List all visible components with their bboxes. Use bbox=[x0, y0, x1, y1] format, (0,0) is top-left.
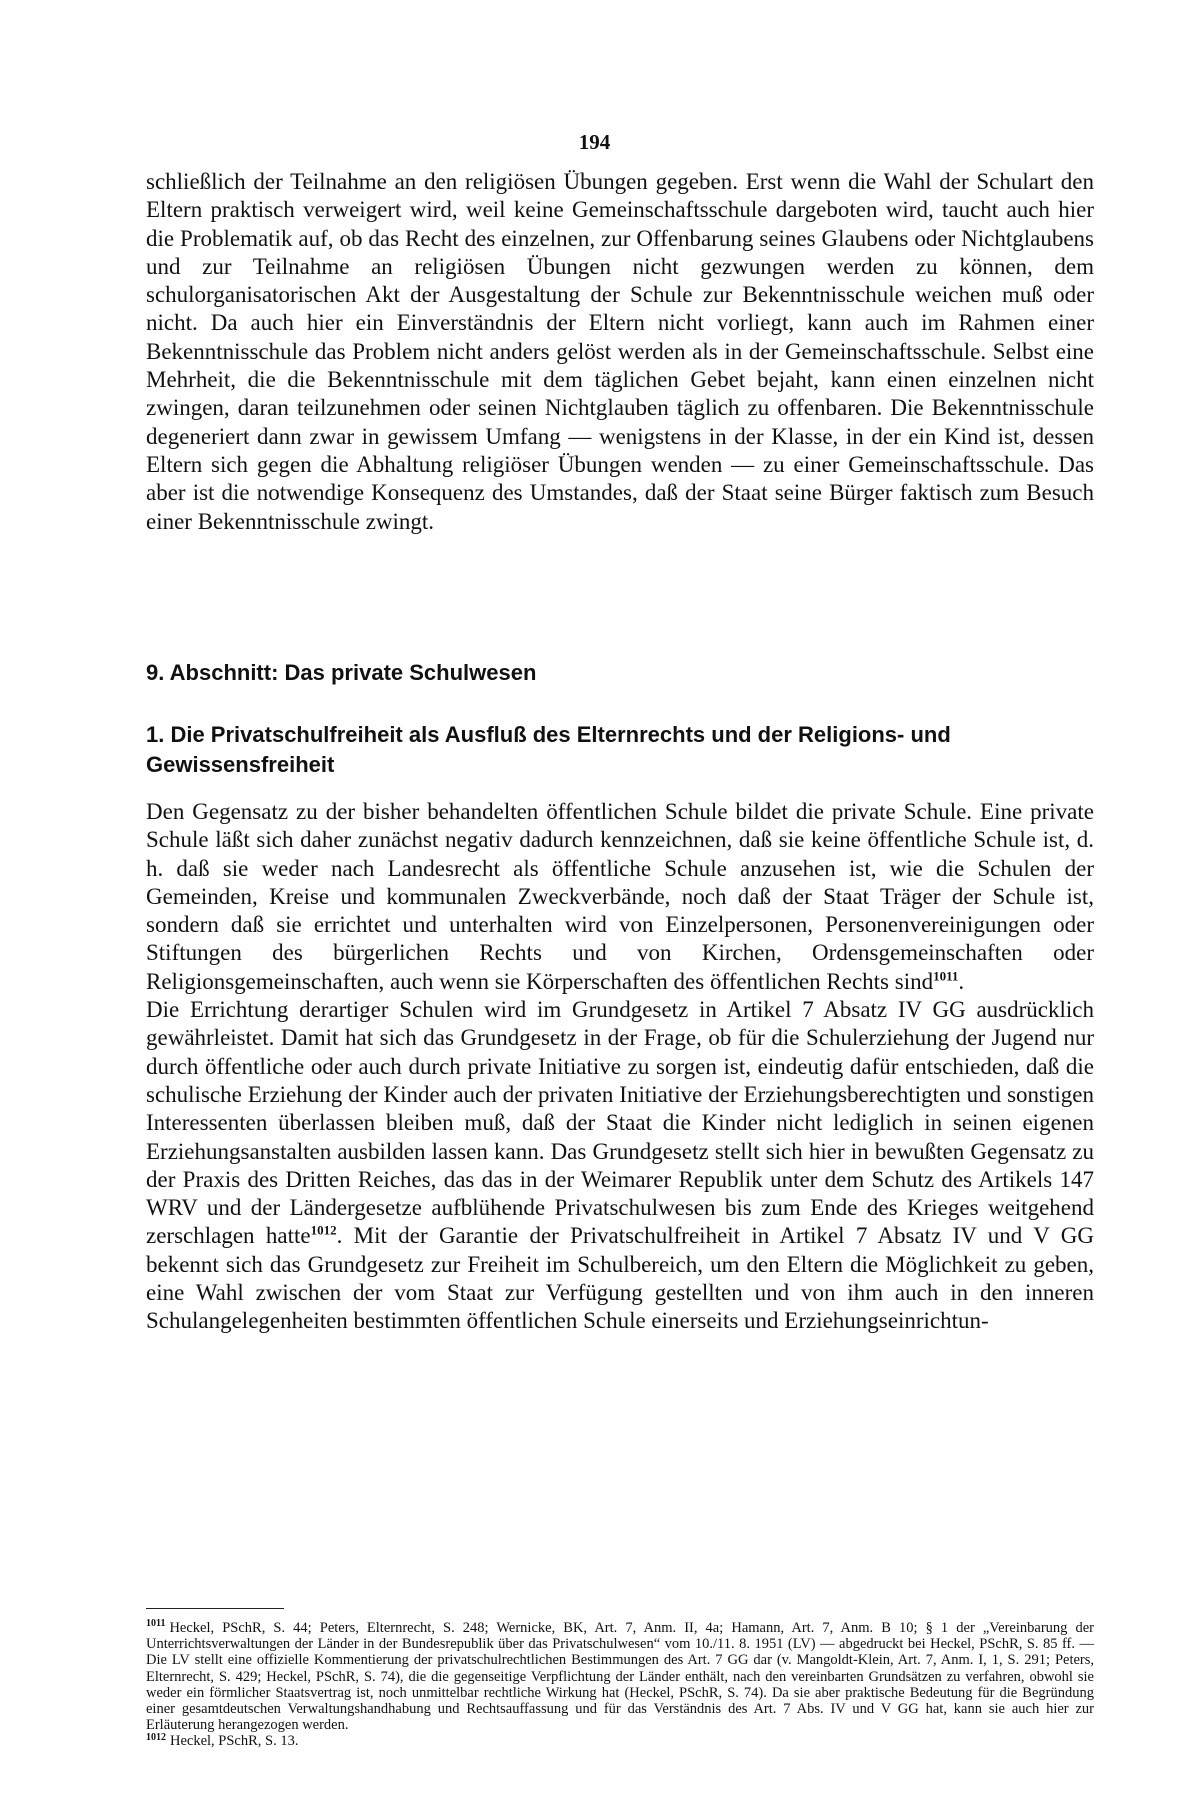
paragraph-2-text: Den Gegensatz zu der bisher behandelten öffentlichen Schule bildet die private Schule. Eine private Schule läßt sich daher zunächst negativ dadurch kennzeichnen, daß sie keine öffentliche Schule ist, d. h. daß sie weder nach Landesrecht als öffentliche Schule anzusehen ist, wie die Schulen der Gemeinden, Kreise und kommunalen Zweckverbände, noch daß der Staat Träger der Schule ist, sondern daß sie errichtet und unterhalten wird von Einzelpersonen, Personenvereinigungen oder Stiftungen des bürgerlichen Rechts und von Kirchen, Ordensgemeinschaften oder Religionsgemeinschaften, auch wenn sie Körperschaften des öffentlichen Rechts sind bbox=[146, 799, 1094, 994]
footnote-1011 bbox=[146, 1620, 1094, 1733]
footnote-mark: 1012 bbox=[146, 1731, 166, 1743]
body-text-bottom bbox=[146, 798, 1094, 1336]
footnote-divider bbox=[146, 1608, 284, 1609]
body-text-top bbox=[146, 168, 1094, 536]
footnotes bbox=[146, 1620, 1094, 1750]
section-heading: 9. Abschnitt: Das private Schulwesen bbox=[146, 660, 537, 685]
paragraph-1: schließlich der Teilnahme an den religiösen Übungen gegeben. Erst wenn die Wahl der Schulart den Eltern praktisch verweigert wird, weil keine Gemeinschaftsschule dargeboten wird, taucht auch hier die Problematik auf, ob das Recht des einzelnen, zur Offenbarung seines Glaubens oder Nichtglaubens und zur Teilnahme an religiösen Übungen nicht gezwungen werden zu können, dem schulorganisatorischen Akt der Ausgestaltung der Schule zur Bekenntnisschule weichen muß oder nicht. Da auch hier ein Einverständnis der Eltern nicht vorliegt, kann auch im Rahmen einer Bekenntnisschule das Problem nicht anders gelöst werden als in der Gemeinschaftsschule. Selbst eine Mehrheit, die die Bekenntnisschule mit dem täglichen Gebet bejaht, kann einen einzelnen nicht zwingen, daran teilzunehmen oder seinen Nichtglauben täglich zu offenbaren. Die Bekenntnisschule degeneriert dann zwar in gewissem Umfang — wenigstens in der Klasse, in der ein Kind ist, dessen Eltern sich gegen die Abhaltung religiöser Übungen wenden — zu einer Gemeinschaftsschule. Das aber ist die notwendige Konsequenz des Umstandes, daß der Staat seine Bürger faktisch zum Besuch einer Bekenntnisschule zwingt. bbox=[146, 169, 1094, 534]
footnote-1012 bbox=[146, 1733, 1094, 1749]
paragraph-3-text-a: Die Errichtung derartiger Schulen wird im Grundgesetz in Artikel 7 Absatz IV GG ausdrücklich gewährleistet. Damit hat sich das Grundgesetz in der Frage, ob für die Schulerziehung der Jugend nur durch öffentliche oder auch durch private Initiative zu sorgen ist, eindeutig dafür entschieden, daß die schulische Erziehung der Kinder auch der privaten Initiative der Erziehungsberechtigten und sonstigen Interessenten überlassen bleiben muß, daß der Staat die Kinder nicht lediglich in seinen eigenen Erziehungsanstalten ausbilden lassen kann. Das Grundgesetz stellt sich hier in bewußten Gegensatz zu der Praxis des Dritten Reiches, das das in der Weimarer Republik unter dem Schutz des Artikels 147 WRV und der Ländergesetze aufblühende Privatschulwesen bis zum Ende des Krieges weitgehend zerschlagen hatte bbox=[146, 997, 1094, 1249]
footnote-ref-1011[interactable]: 1011 bbox=[933, 968, 959, 984]
footnote-text: Heckel, PSchR, S. 13. bbox=[170, 1733, 299, 1750]
paragraph-2 bbox=[146, 798, 1094, 996]
footnote-text: Heckel, PSchR, S. 44; Peters, Elternrecht, S. 248; Wernicke, BK, Art. 7, Anm. II, 4a; Hamann, Art. 7, Anm. B 10; § 1 der „Vereinbarung der Unterrichtsverwaltungen der Länder in der Bundesrepublik über das Privatschulwesen“ vom 10./11. 8. 1951 (LV) — abgedruckt bei Heckel, PSchR, S. 85 ff. — Die LV stellt eine offizielle Kommentierung der privatschulrechtlichen Bestimmungen des Art. 7 GG dar (v. Mangoldt-Klein, Art. 7, Anm. I, 1, S. 291; Peters, Elternrecht, S. 429; Heckel, PSchR, S. 74), die die gegenseitige Verpflichtung der Länder enthält, nach den vereinbarten Grundsätzen zu verfahren, obwohl sie weder ein förmlicher Staatsvertrag ist, noch unmittelbar rechtliche Wirkung hat (Heckel, PSchR, S. 74). Da sie aber praktische Bedeutung für die Begründung einer gesamtdeutschen Verwaltungshandhabung und Rechtsauffassung und für das Verständnis des Art. 7 Abs. IV und V GG hat, kann sie auch hier zur Erläuterung herangezogen werden. bbox=[146, 1620, 1094, 1734]
paragraph-3 bbox=[146, 996, 1094, 1336]
page-number: 194 bbox=[578, 130, 611, 154]
paragraph-2-end: . bbox=[958, 968, 965, 994]
footnote-ref-1012[interactable]: 1012 bbox=[310, 1222, 337, 1238]
subsection-heading: 1. Die Privatschulfreiheit als Ausfluß des Elternrechts und der Religions- und Gewissensfreiheit bbox=[146, 722, 951, 777]
footnote-mark: 1011 bbox=[146, 1618, 166, 1630]
paragraph-3-text-b: . Mit der Garantie der Privatschulfreiheit in Artikel 7 Absatz IV und V GG bekennt sich das Grundgesetz zur Freiheit im Schulbereich, um den Eltern die Möglichkeit zu geben, eine Wahl zwischen der vom Staat zur Verfügung gestellten und von ihm auch in den inneren Schulangelegenheiten bestimmten öffentlichen Schule einerseits und Erziehungseinrichtun- bbox=[146, 1223, 1094, 1334]
